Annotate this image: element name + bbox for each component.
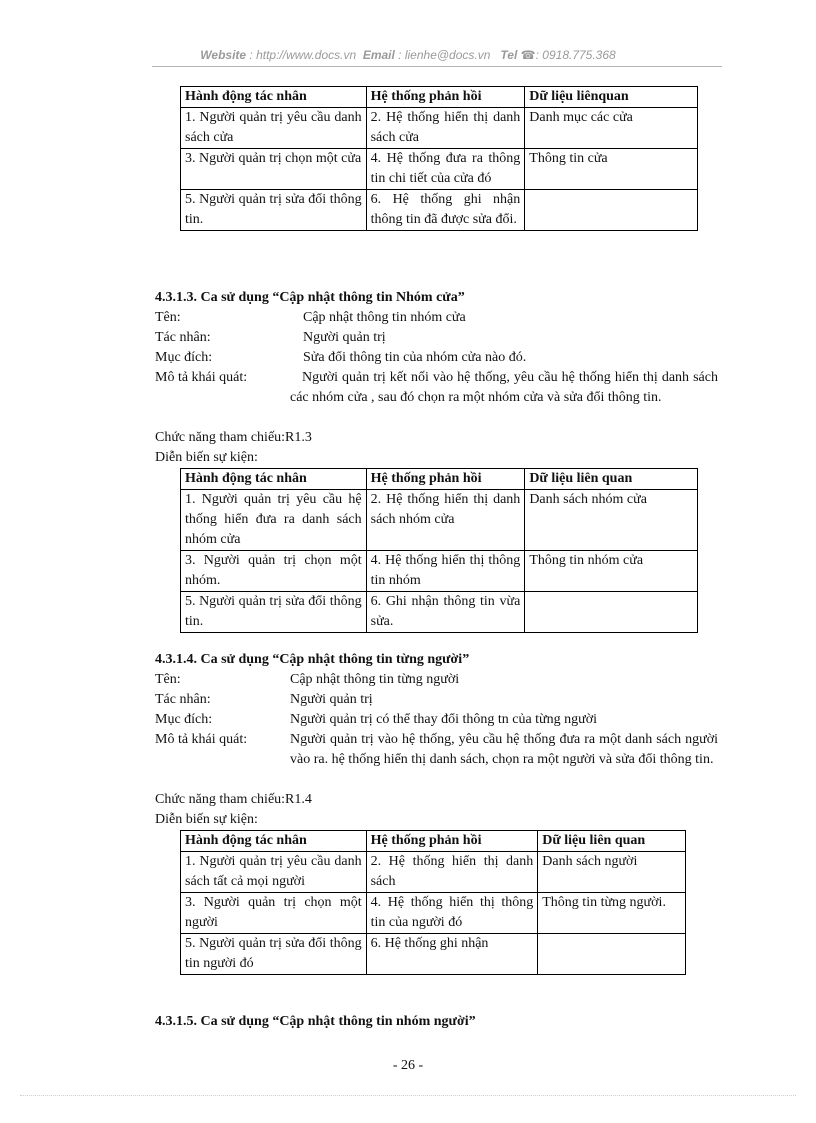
actor-value: Người quản trị <box>303 330 386 345</box>
actor-label: Tác nhân: <box>155 330 211 345</box>
table-door-group-actions <box>180 468 698 633</box>
table-row <box>181 149 698 190</box>
table-cell: 6. Ghi nhận thông tin vừa sửa. <box>366 592 525 633</box>
purpose-value: Sửa đổi thông tin của nhóm cửa nào đó. <box>303 350 527 365</box>
page-header <box>0 48 816 62</box>
table-row <box>181 852 686 893</box>
table-cell: Danh sách người <box>538 852 686 893</box>
function-reference: Chức năng tham chiếu:R1.3 <box>155 430 312 445</box>
email-value: : lienhe@docs.vn <box>398 48 491 62</box>
footer-divider <box>20 1095 796 1096</box>
table-row <box>181 893 686 934</box>
table-cell: 2. Hệ thống hiển thị danh sách <box>366 852 538 893</box>
event-flow-label: Diễn biến sự kiện: <box>155 450 258 465</box>
name-value: Cập nhật thông tin từng người <box>290 672 460 687</box>
table-cell: 6. Hệ thống ghi nhận thông tin đã được sửa đổi. <box>366 190 525 231</box>
table-cell: 4. Hệ thống hiển thị thông tin của người đó <box>366 893 538 934</box>
actor-value: Người quản trị <box>290 692 373 707</box>
table-door-actions <box>180 86 698 231</box>
table-row <box>181 108 698 149</box>
event-flow-label: Diễn biến sự kiện: <box>155 812 258 827</box>
column-header: Hành động tác nhân <box>181 831 367 852</box>
table-cell: 5. Người quản trị sửa đổi thông tin người đó <box>181 934 367 975</box>
table-cell <box>525 592 698 633</box>
table-cell: 1. Người quản trị yêu cầu hệ thống hiển đưa ra danh sách nhóm cửa <box>181 490 367 551</box>
purpose-label: Mục đích: <box>155 712 213 727</box>
header-divider <box>152 66 722 67</box>
table-cell: 3. Người quản trị chọn một nhóm. <box>181 551 367 592</box>
table-cell: 6. Hệ thống ghi nhận <box>366 934 538 975</box>
table-cell: 5. Người quản trị sửa đổi thông tin. <box>181 190 367 231</box>
table-cell: Thông tin từng người. <box>538 893 686 934</box>
name-value: Cập nhật thông tin nhóm cửa <box>303 310 466 325</box>
page-number: - 26 - <box>392 1058 424 1073</box>
table-cell: 2. Hệ thống hiển thị danh sách nhóm cửa <box>366 490 525 551</box>
name-label: Tên: <box>155 672 181 687</box>
table-row <box>181 934 686 975</box>
table-row <box>181 551 698 592</box>
tel-label: Tel <box>500 48 518 62</box>
function-reference: Chức năng tham chiếu:R1.4 <box>155 792 312 807</box>
table-row <box>181 190 698 231</box>
website-url: : http://www.docs.vn <box>249 48 357 62</box>
table-cell: 4. Hệ thống đưa ra thông tin chi tiết của cửa đó <box>366 149 525 190</box>
purpose-label: Mục đích: <box>155 350 213 365</box>
table-row <box>181 490 698 551</box>
table-cell <box>525 190 698 231</box>
actor-label: Tác nhân: <box>155 692 211 707</box>
table-person-actions <box>180 830 686 975</box>
purpose-value: Người quản trị có thể thay đổi thông tn của từng người <box>290 712 598 727</box>
column-header: Dữ liệu liênquan <box>525 87 698 108</box>
description-value: Người quản trị vào hệ thống, yêu cầu hệ thống đưa ra một danh sách người vào ra. hệ thống hiển thị danh sách, chọn ra một người và sửa đổi thông tin. <box>290 732 718 767</box>
table-header-row <box>181 831 686 852</box>
table-header-row <box>181 87 698 108</box>
table-cell: 1. Người quản trị yêu cầu danh sách cửa <box>181 108 367 149</box>
table-cell: Thông tin nhóm cửa <box>525 551 698 592</box>
table-header-row <box>181 469 698 490</box>
table-cell: 4. Hệ thống hiển thị thông tin nhóm <box>366 551 525 592</box>
table-cell: 1. Người quản trị yêu cầu danh sách tất cả mọi người <box>181 852 367 893</box>
column-header: Hệ thống phản hồi <box>366 831 538 852</box>
column-header: Hành động tác nhân <box>181 469 367 490</box>
table-cell: 3. Người quản trị chọn một người <box>181 893 367 934</box>
column-header: Dữ liệu liên quan <box>525 469 698 490</box>
table-cell: Danh mục các cửa <box>525 108 698 149</box>
description-label: Mô tả khái quát: <box>155 370 248 385</box>
table-cell <box>538 934 686 975</box>
table-cell: 5. Người quản trị sửa đổi thông tin. <box>181 592 367 633</box>
name-label: Tên: <box>155 310 181 325</box>
column-header: Dữ liệu liên quan <box>538 831 686 852</box>
table-cell: Thông tin cửa <box>525 149 698 190</box>
table-cell: 3. Người quản trị chọn một cửa <box>181 149 367 190</box>
column-header: Hành động tác nhân <box>181 87 367 108</box>
description-value: Người quản trị kết nối vào hệ thống, yêu cầu hệ thống hiển thị danh sách các nhóm cửa , sau đó chọn ra một nhóm cửa và sửa đổi thông tin. <box>290 370 718 405</box>
table-row <box>181 592 698 633</box>
phone-icon: ☎ <box>520 48 536 62</box>
section-heading: 4.3.1.3. Ca sử dụng “Cập nhật thông tin Nhóm cửa” <box>155 290 465 305</box>
description-label: Mô tả khái quát: <box>155 732 248 747</box>
section-heading: 4.3.1.5. Ca sử dụng “Cập nhật thông tin nhóm người” <box>155 1014 476 1029</box>
table-cell: 2. Hệ thống hiển thị danh sách cửa <box>366 108 525 149</box>
section-heading: 4.3.1.4. Ca sử dụng “Cập nhật thông tin từng người” <box>155 652 470 667</box>
table-cell: Danh sách nhóm cửa <box>525 490 698 551</box>
column-header: Hệ thống phản hồi <box>366 469 525 490</box>
tel-value: : 0918.775.368 <box>535 48 616 62</box>
website-label: Website <box>200 48 247 62</box>
email-label: Email <box>362 48 395 62</box>
column-header: Hệ thống phản hồi <box>366 87 525 108</box>
